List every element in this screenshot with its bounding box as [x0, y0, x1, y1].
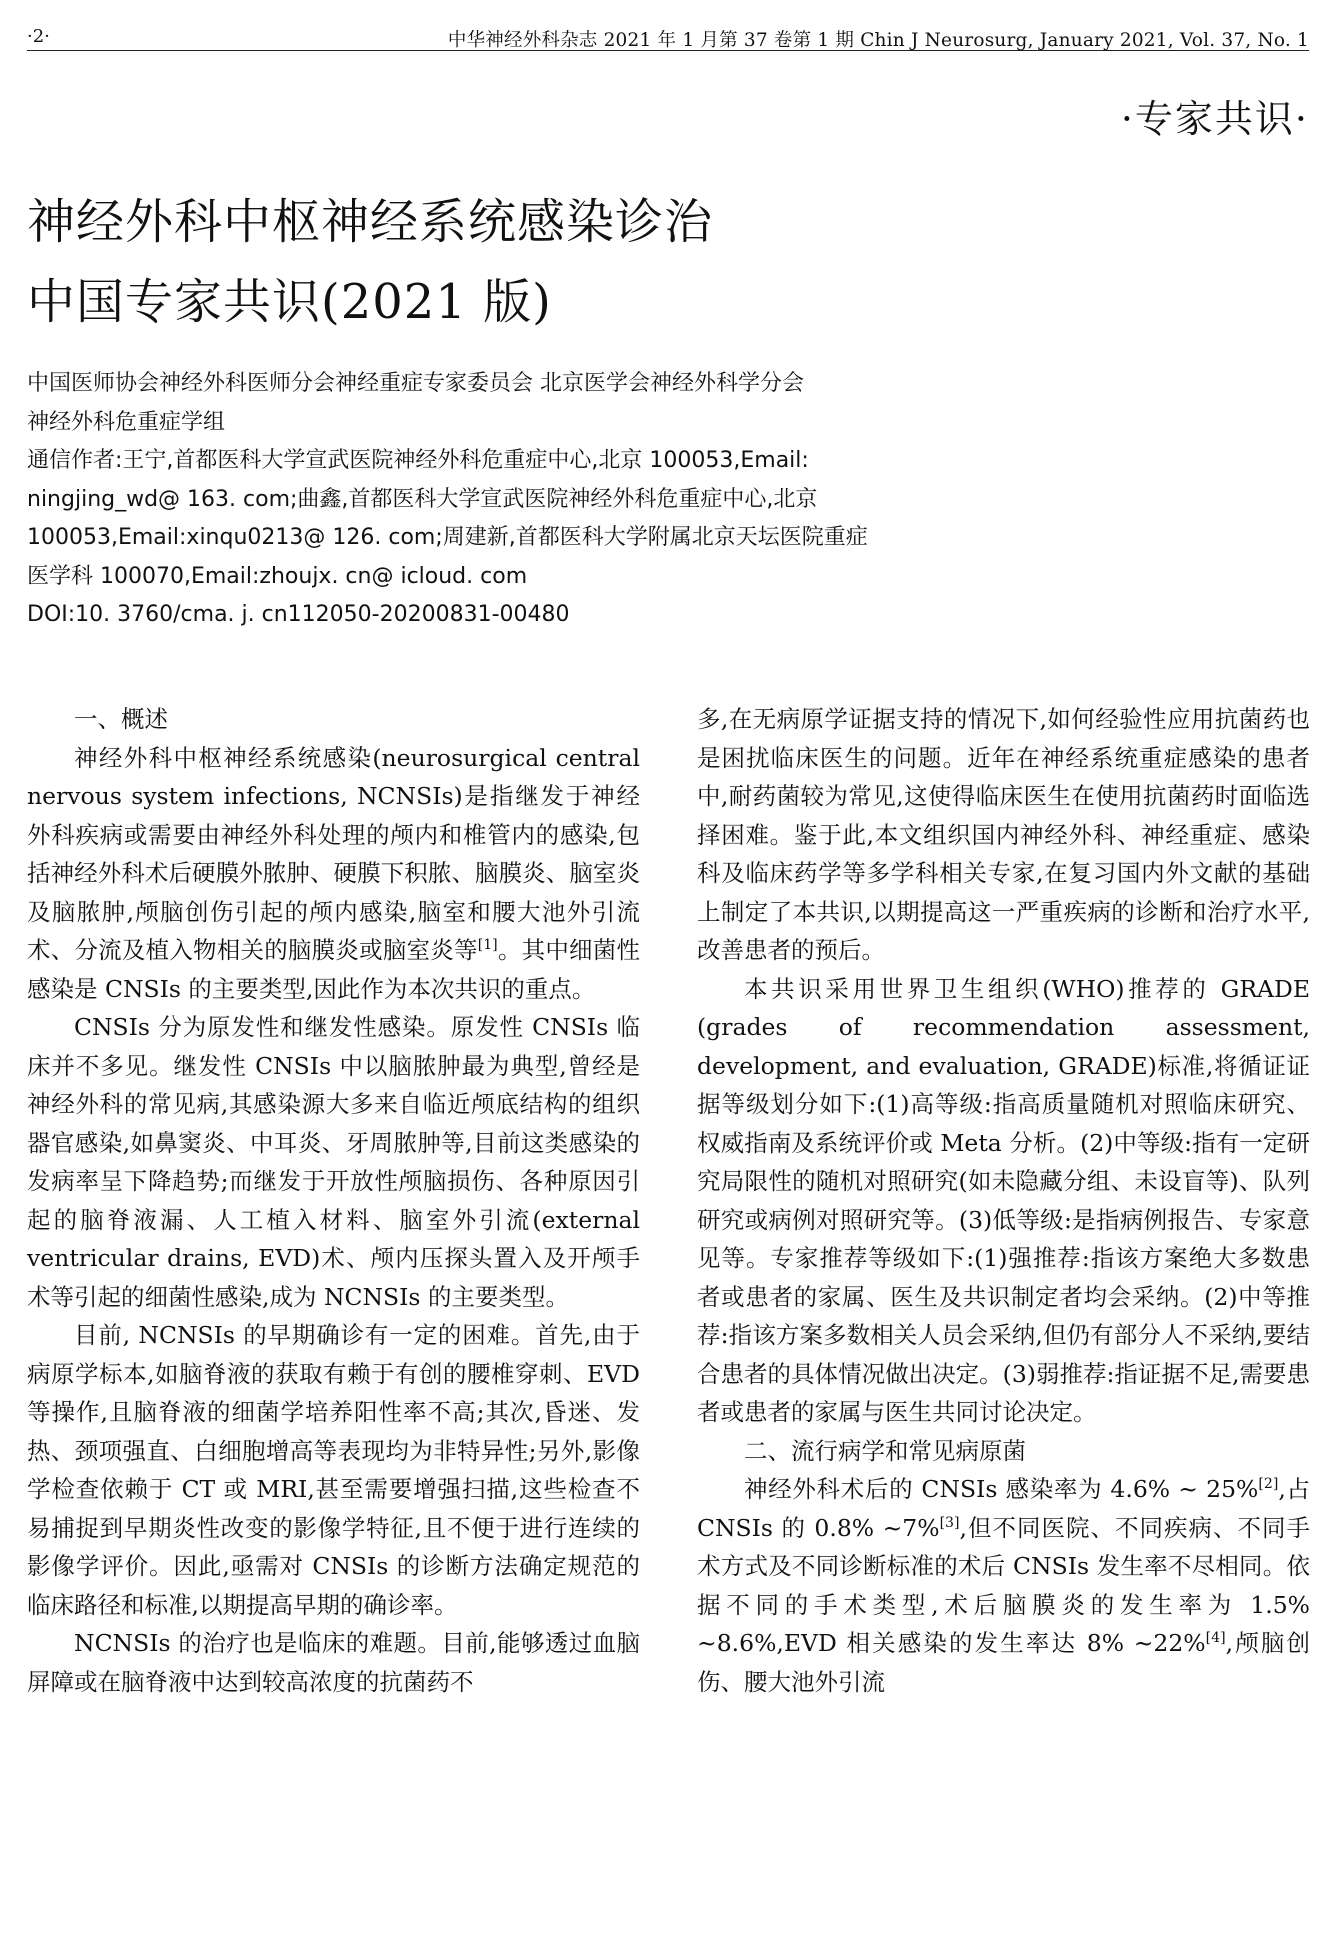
title-line-2: 中国专家共识(2021 版): [27, 274, 552, 330]
title-line-1: 神经外科中枢神经系统感染诊治: [27, 194, 714, 250]
doi-line: DOI:10. 3760/cma. j. cn112050-20200831-00480: [27, 602, 570, 627]
right-column: [697, 700, 1310, 1701]
paragraph: 本共识采用世界卫生组织(WHO)推荐的 GRADE (grades of recommendation assessment, development, and evaluation, GRADE)标准,将循证证据等级划分如下:(1)高等级:指高质量随机对照临床研究、权威指南及系统评价或 Meta 分析。(2)中等级:指有一定研究局限性的随机对照研究(如未隐藏分组、未设盲等)、队列研究或病例对照研究等。(3)低等级:是指病例报告、专家意见等。专家推荐等级如下:(1)强推荐:指该方案绝大多数患者或患者的家属、医生及共识制定者均会采纳。(2)中等推荐:指该方案多数相关人员会采纳,但仍有部分人不采纳,要结合患者的具体情况做出决定。(3)弱推荐:指证据不足,需要患者或患者的家属与医生共同讨论决定。: [697, 974, 1310, 1426]
paragraph: [697, 1470, 1310, 1701]
journal-running-head: 中华神经外科杂志 2021 年 1 月第 37 卷第 1 期 Chin J Neurosurg, January 2021, Vol. 37, No. 1: [447, 30, 1309, 51]
left-column: [27, 700, 640, 1701]
section-heading-overview: 一、概述: [74, 705, 168, 733]
meta-line: 中国医师协会神经外科医师分会神经重症专家委员会 北京医学会神经外科学分会: [27, 371, 804, 396]
page-number: ·2·: [27, 26, 50, 47]
section-heading-epidemiology: 二、流行病学和常见病原菌: [744, 1436, 1026, 1465]
meta-line: 神经外科危重症学组: [27, 409, 226, 435]
paragraph: CNSIs 分为原发性和继发性感染。原发性 CNSIs 临床并不多见。继发性 CNSIs 中以脑脓肿最为典型,曾经是神经外科的常见病,其感染源大多来自临近颅底结构的组织器官感染,如鼻窦炎、中耳炎、牙周脓肿等,目前这类感染的发病率呈下降趋势;而继发于开放性颅脑损伤、各种原因引起的脑脊液漏、人工植入材料、脑室外引流(external ventricular drains, EVD)术、颅内压探头置入及开颅手术等引起的细菌性感染,成为 NCNSIs 的主要类型。: [27, 1013, 640, 1311]
citation[interactable]: [2]: [1258, 1476, 1279, 1493]
author-affiliation-block: [27, 365, 1057, 635]
paragraph: NCNSIs 的治疗也是临床的难题。目前,能够透过血脑屏障或在脑脊液中达到较高浓度的抗菌药不: [27, 1629, 640, 1696]
meta-line: 医学科 100070,Email:zhoujx. cn@ icloud. com: [27, 563, 528, 589]
paragraph-text: 神经外科中枢神经系统感染(neurosurgical central nervous system infections, NCNSIs)是指继发于神经外科疾病或需要由神经外科处理的颅内和椎管内的感染,包括神经外科术后硬膜外脓肿、硬膜下积脓、脑膜炎、脑室炎及脑脓肿,颅脑创伤引起的颅内感染,脑室和腰大池外引流术、分流及植入物相关的脑膜炎或脑室炎等: [27, 743, 640, 964]
meta-line: 通信作者:王宁,首都医科大学宣武医院神经外科危重症中心,北京 100053,Email:: [27, 448, 809, 473]
section-label: ·专家共识·: [1120, 97, 1309, 141]
citation[interactable]: [1]: [477, 937, 498, 954]
running-header: [27, 18, 1309, 51]
paragraph-text: ,颅脑创伤、腰大池外引流: [697, 1629, 1310, 1696]
meta-line: 100053,Email:xinqu0213@ 126. com;周建新,首都医科大学附属北京天坛医院重症: [27, 525, 868, 550]
paragraph: 目前, NCNSIs 的早期确诊有一定的困难。首先,由于病原学标本,如脑脊液的获取有赖于有创的腰椎穿刺、EVD 等操作,且脑脊液的细菌学培养阳性率不高;其次,昏迷、发热、颈项强直、白细胞增高等表现均为非特异性;另外,影像学检查依赖于 CT 或 MRI,甚至需要增强扫描,这些检查不易捕捉到早期炎性改变的影像学特征,且不便于进行连续的影像学评价。因此,亟需对 CNSIs 的诊断方法确定规范的临床路径和标准,以期提高早期的确诊率。: [27, 1321, 640, 1619]
paragraph-text: 。其中细菌性感染是 CNSIs 的主要类型,因此作为本次共识的重点。: [27, 936, 640, 1003]
citation[interactable]: [4]: [1205, 1630, 1226, 1647]
article-title: [27, 182, 713, 342]
paragraph: [27, 739, 640, 1009]
meta-line: ningjing_wd@ 163. com;曲鑫,首都医科大学宣武医院神经外科危重症中心,北京: [27, 486, 818, 512]
paragraph-text: ,占 CNSIs 的 0.8% ~7%: [697, 1475, 1310, 1542]
paragraph-text: ,但不同医院、不同疾病、不同手术方式及不同诊断标准的术后 CNSIs 发生率不尽相同。依据不同的手术类型,术后脑膜炎的发生率为 1.5% ~8.6%,EVD 相关感染的发生率达 8% ~22%: [697, 1513, 1310, 1657]
paragraph: 多,在无病原学证据支持的情况下,如何经验性应用抗菌药也是困扰临床医生的问题。近年在神经系统重症感染的患者中,耐药菌较为常见,这使得临床医生在使用抗菌药时面临选择困难。鉴于此,本文组织国内神经外科、神经重症、感染科及临床药学等多学科相关专家,在复习国内外文献的基础上制定了本共识,以期提高这一严重疾病的诊断和治疗水平,改善患者的预后。: [697, 705, 1310, 964]
citation[interactable]: [3]: [939, 1514, 960, 1531]
paragraph-text: 神经外科术后的 CNSIs 感染率为 4.6% ~ 25%: [744, 1475, 1259, 1503]
